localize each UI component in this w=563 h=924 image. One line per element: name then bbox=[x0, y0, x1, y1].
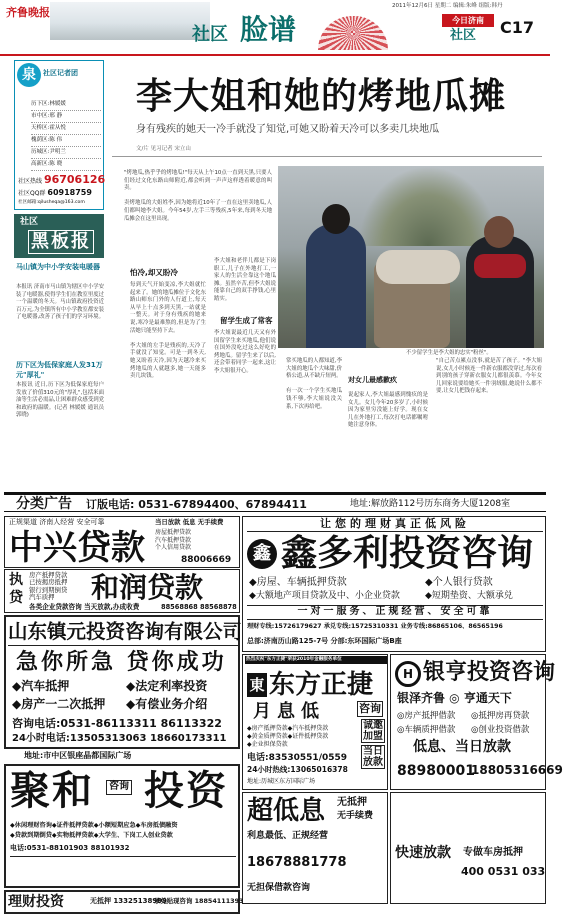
ad7-mobile: 24小时热线:13065016378 bbox=[247, 765, 348, 774]
ad9-name: 超低息 bbox=[247, 796, 326, 826]
ad8-item-4: ◎创业投资借款 bbox=[471, 725, 530, 735]
blackboard-title: 黑板报 bbox=[28, 230, 94, 254]
blackboard-banner bbox=[14, 214, 104, 258]
ad5-name2: 投资 bbox=[144, 767, 228, 814]
ad2-line: 银行到期倒贷 bbox=[29, 585, 68, 594]
fan-ornament bbox=[318, 16, 388, 50]
ad-herun bbox=[4, 569, 240, 613]
ad6-phones: 理财专线:15726179627 承兑专线:15725310331 业务专线:86865106、86565196 bbox=[247, 623, 503, 630]
ad6-item-4: ◆短期垫资、大额承兑 bbox=[425, 591, 513, 601]
reporter-item: 历下区:林媛媛 bbox=[31, 99, 101, 111]
section-top: 社区 bbox=[192, 24, 228, 45]
ad6-slogan: 让您的理财真正低风险 bbox=[247, 517, 543, 532]
ad5-tag: 咨询 bbox=[106, 780, 132, 795]
reporter-item: 高新区:陈 晓 bbox=[31, 159, 101, 171]
hotline-number: 96706126 bbox=[43, 173, 106, 186]
classified-label: 分类广告 bbox=[16, 496, 72, 512]
bottom-strip-3: 承兑贴现咨询 18854111393 bbox=[154, 897, 244, 905]
ad5-name: 聚和 bbox=[10, 767, 94, 814]
ad10-phone: 400 0531 033 bbox=[461, 865, 546, 878]
ad7-name: 东方正捷 bbox=[269, 670, 374, 700]
col2-body: 李大姐和老伴儿都是下岗职工,儿子在外地打工,一家人的生活全靠这个地瓜摊。虽然辛苦,但李大姐说能靠自己的双手挣钱,心里踏实。 bbox=[214, 258, 276, 302]
ad5-item-2: ◆贷款到期倒贷◆实物抵押贷款◆大学生、下岗工人创业贷款 bbox=[10, 832, 173, 839]
paper-logo: 齐鲁晚报 bbox=[6, 6, 50, 19]
ad2-left-2: 贷 bbox=[9, 590, 23, 606]
ad10-tag: 专做车房抵押 bbox=[463, 847, 523, 858]
ad-juhe bbox=[4, 764, 240, 888]
masthead bbox=[0, 0, 550, 56]
ad-yinheng bbox=[390, 654, 563, 790]
ad7-logo: 東 bbox=[247, 673, 267, 697]
ad6-name: 鑫多利投资咨询 bbox=[281, 533, 534, 574]
ad7-tag-3: 当日放款 bbox=[363, 746, 383, 768]
banner-scenery bbox=[50, 2, 210, 40]
ad2-line: 已按揭房抵押 bbox=[29, 578, 68, 587]
bottom-strip-2: 无抵押 13325138999 bbox=[90, 897, 168, 905]
hotline-label: 社区热线 bbox=[18, 178, 43, 185]
blackboard-tag: 社区 bbox=[20, 217, 39, 227]
ad6-addr: 总部:济南历山路125-7号 分部:东环国际广场B座 bbox=[247, 637, 402, 645]
email: 社区邮箱:qilusheqa@163.com bbox=[18, 200, 85, 205]
ad8-name: 银亨投资咨询 bbox=[423, 660, 556, 685]
ad9-phone: 18678881778 bbox=[247, 855, 347, 870]
ad5-note bbox=[10, 856, 236, 882]
ad2-lines bbox=[29, 572, 89, 602]
ad5-item-1: ◆休闲理财咨询◆证件抵押贷款◆小额短期应急◆车房抵债融资 bbox=[10, 822, 178, 829]
ad1-top: 正规渠道 济南人经营 安全可靠 bbox=[9, 518, 105, 526]
reporter-title: 社区记者团 bbox=[43, 69, 78, 77]
ad3-name: 山东镇元投资咨询有限公司 bbox=[8, 619, 238, 646]
ad4-mobile-line bbox=[12, 733, 226, 746]
ad-kuaisu bbox=[390, 792, 546, 904]
ad9-sub: 利息最低、正规经营 bbox=[247, 831, 329, 841]
col1-body: 每到天气开始变凉,李大姐就忙起来了。她的地瓜摊位于文化东路山师东门外的人行道上,每天从早上十点多到天黑,一站就是一整天。对于身有残疾的她来说,寒冷是最难熬的,但是为了生活她只能坚持下去。 李大姐的左手是残疾的,天冷了手就没了知觉。可是一到冬天,她又盼着天冷,因为天越冷来买烤地瓜的人就越多,她一天能多卖几块钱。 bbox=[130, 282, 206, 380]
ad4-item-2: ◆法定利率投资 bbox=[126, 679, 208, 693]
ad-chaodixi bbox=[242, 792, 388, 904]
ad8-item-3: ◎车辆质押借款 bbox=[397, 725, 456, 735]
ad7-tag-1: 咨询 bbox=[359, 702, 381, 715]
ad9-tag-2: 无手续费 bbox=[337, 811, 374, 821]
col4-body: "自己苦点累点没事,就是苦了孩子。"李大姐说,女儿小时候连一件新衣服都没穿过,每次看到别的孩子穿新衣服女儿都很羡慕。今年女儿回家说要给她买一件羽绒服,她说什么都不要,让女儿把钱存起来。 bbox=[436, 358, 542, 395]
ad2-phone: 88568868 88568878 bbox=[161, 603, 237, 611]
photo-person-left-head bbox=[322, 204, 350, 234]
ad4-item-4: ◆有偿业务介绍 bbox=[126, 697, 208, 711]
ad2-name: 和润贷款 bbox=[91, 571, 204, 604]
ad7-tag-2: 诚邀加盟 bbox=[363, 720, 383, 742]
ad1-small bbox=[155, 529, 239, 552]
col3-body: 常买地瓜的人都知道,李大姐的地瓜个大味甜,价格公道,从不缺斤短两。 有一次一个学生买地瓜钱不够,李大姐说没关系,下次再给吧。 bbox=[286, 358, 342, 410]
ad4-phone-line bbox=[12, 717, 222, 731]
ad7-item: ◆企业担保贷款 bbox=[247, 741, 288, 748]
ad-dongfang bbox=[242, 654, 388, 790]
ad-zhenyuan bbox=[4, 615, 243, 749]
ad8-mobile: 18805316669 bbox=[471, 763, 563, 777]
ad4-phone-label: 咨询电话: bbox=[12, 717, 61, 730]
ad4-addr: 地址:市中区银座晶都国际广场 bbox=[24, 751, 132, 760]
ad8-rate: 低息、当日放款 bbox=[413, 739, 511, 755]
ad9-tag-1: 无抵押 bbox=[337, 797, 367, 808]
photo-person-right-head bbox=[484, 216, 514, 248]
reporter-item: 天桥区:霍从悦 bbox=[31, 123, 101, 135]
ad10-name: 快速放款 bbox=[395, 845, 451, 861]
ad2-line: 房产抵押贷款 bbox=[29, 571, 68, 579]
byline: 文/片 见习记者 宋立山 bbox=[136, 146, 191, 152]
ad8-item-1: ◎房产抵押借款 bbox=[397, 711, 456, 721]
ad5-phone: 电话:0531-88101903 88101932 bbox=[10, 844, 130, 852]
ad2-bottom: 各类企业贷款咨询 当天放款,办成收费 bbox=[29, 603, 140, 611]
ad6-bottom: 一对一服务、正规经营、安全可靠 bbox=[247, 605, 543, 620]
ad1-top2: 当日放款 低息 无手续费 bbox=[155, 518, 224, 526]
ad7-addr: 地址:历城区东方国际广场 bbox=[247, 778, 316, 785]
photo-person-left bbox=[306, 224, 366, 348]
photo-caption: 不少留学生是李大姐的忠实"粉丝"。 bbox=[406, 350, 492, 356]
corner-sub: 社区 bbox=[450, 28, 477, 43]
photo-person-right bbox=[466, 236, 534, 348]
blackboard-item-1-body: 本报讯 济南市马山镇为辖区中小学安装了电暖器,使得学生们在教室里度过一个温暖的冬天。马山镇政府投资近百万元,为全镇所有中小学教室都安装了电暖器,改善了孩子们的学习环境。 bbox=[16, 284, 104, 321]
ad8-slogan: 银泽齐鲁 ◎ 亨通天下 bbox=[397, 691, 512, 705]
reporter-item: 市中区:邢 静 bbox=[31, 111, 101, 123]
ad7-phone: 电话:83530551/0559 bbox=[247, 753, 348, 763]
ad6-item-1: ◆房屋、车辆抵押贷款 bbox=[249, 577, 347, 588]
page-number: C17 bbox=[500, 18, 535, 37]
ad7-items bbox=[247, 725, 359, 749]
ad8-item-2: ◎抵押房再贷款 bbox=[471, 711, 530, 721]
qq-label: 社区QQ群 bbox=[18, 190, 46, 197]
blackboard-item-2-title: 历下区为低保家庭人发31万元"厚礼" bbox=[16, 361, 103, 379]
ad-xinduoli bbox=[242, 516, 546, 652]
ad-zhongxing bbox=[4, 516, 240, 568]
reporter-box bbox=[14, 60, 104, 210]
classified-phone: 订版电话: 0531-67894400、67894411 bbox=[86, 498, 307, 511]
blackboard-item-1-title: 马山镇为中小学安装电暖器 bbox=[16, 263, 100, 271]
ad1-small-item: 房屋抵押贷款 bbox=[155, 529, 192, 536]
lead-text: "烤地瓜,热乎乎的烤地瓜!"每天从上午10点一直到天黑,只要人们经过文化东路山师附近,都会听到一声声这样透着暖意的叫卖。 卖烤地瓜的大姐姓李,因为她将近10年了一直在这里卖地瓜,人们都叫她李大姐。今年54岁,左手三等残疾,5年来,每到冬天地瓜摊会在这里出现。 bbox=[124, 170, 272, 222]
ad1-small-item: 汽车抵押贷款 bbox=[155, 536, 192, 544]
article-photo bbox=[278, 166, 544, 348]
ad7-item: ◆房产抵押贷款◆汽车抵押贷款 bbox=[247, 725, 329, 732]
headline: 李大姐和她的烤地瓜摊 bbox=[136, 75, 507, 117]
ad7-rate: 月息低 bbox=[253, 701, 325, 722]
col3-body2: 说起家人,李大姐最感到愧疚的是女儿。女儿今年20多岁了,小时候因为家里穷没能上好学。现在女儿在外地打工,每次打电话都嘱咐她注意身体。 bbox=[348, 392, 428, 429]
ad9-footer: 无担保借款咨询 bbox=[247, 883, 311, 893]
ad6-logo: 鑫 bbox=[247, 539, 277, 569]
ad6-item-3: ◆大额地产项目贷款及中、小企业贷款 bbox=[249, 591, 400, 601]
qq-number: 60918759 bbox=[47, 188, 92, 197]
col3-subhead: 对女儿最感歉疚 bbox=[348, 376, 397, 384]
date-line: 2011年12月6日 星期二 编辑:朱峰 组版:韩丹 bbox=[392, 3, 503, 9]
ad2-left-1: 执 bbox=[9, 572, 23, 588]
classified-addr: 地址:解放路112号历东商务大厦1208室 bbox=[350, 499, 511, 509]
ad4-item-1: ◆汽车抵押 bbox=[12, 679, 70, 693]
section-main: 脸谱 bbox=[240, 13, 297, 46]
bottom-strip-1: 理财投资 bbox=[8, 894, 64, 910]
ad1-small-item: 个人信用贷款 bbox=[155, 544, 192, 551]
reporter-item: 槐荫区:陈 伟 bbox=[31, 135, 101, 147]
reporter-logo: 泉 bbox=[17, 63, 41, 87]
ad4-item-3: ◆房产一二次抵押 bbox=[12, 697, 106, 711]
photo-scarf bbox=[474, 254, 526, 278]
ad4-phone: 0531-86113311 86113322 bbox=[60, 717, 222, 730]
ad8-logo: H bbox=[395, 661, 421, 687]
photo-tree bbox=[358, 166, 498, 246]
blackboard-item-2-body: 本报讯 近日,历下区为低保家庭每户发放了价值310元的"厚礼",包括米面油等生活必需品,让困难群众感受到党和政府的温暖。(记者 林媛媛 通讯员 郭晓) bbox=[16, 382, 104, 419]
ad1-name: 中兴贷款 bbox=[9, 528, 145, 568]
reporter-item: 历城区:尹明兰 bbox=[31, 147, 101, 159]
corner-red: 今日济南 bbox=[442, 14, 494, 27]
qq-group bbox=[18, 188, 92, 198]
classified-header bbox=[4, 492, 546, 512]
reporter-list bbox=[31, 99, 101, 171]
ad6-item-2: ◆个人银行贷款 bbox=[425, 577, 493, 588]
col1-subhead: 怕冷,却又盼冷 bbox=[130, 268, 178, 277]
photo-sack bbox=[376, 250, 460, 284]
hotline bbox=[18, 173, 105, 187]
col2-subhead: 留学生成了常客 bbox=[220, 316, 273, 325]
ad7-item: ◆黄金质押贷款◆证件抵押贷款 bbox=[247, 733, 329, 740]
deck: 身有残疾的她天一冷手就没了知觉,可她又盼着天冷可以多卖几块地瓜 bbox=[136, 124, 440, 135]
ad2-line: 汽车质押 bbox=[29, 593, 55, 602]
ad4-mobile: 13505313063 18660173311 bbox=[69, 733, 227, 744]
divider bbox=[112, 156, 542, 157]
ad4-slogan: 急你所急 贷你成功 bbox=[16, 650, 227, 675]
bottom-strip bbox=[4, 890, 244, 914]
ad7-top: 热烈庆祝"东方正捷"荣获2010年金融服务单位 bbox=[245, 656, 387, 664]
ad4-mobile-label: 24小时电话: bbox=[12, 733, 70, 744]
ad1-phone: 88006669 bbox=[181, 555, 232, 565]
ad8-phone: 88980001 bbox=[397, 763, 475, 779]
col2-body2: 李大姐说最近几天又有外国留学生来买地瓜,他们说在国外没吃过这么好吃的烤地瓜。留学生来了以后,还会带着同学一起来,这让李大姐很开心。 bbox=[214, 330, 276, 374]
